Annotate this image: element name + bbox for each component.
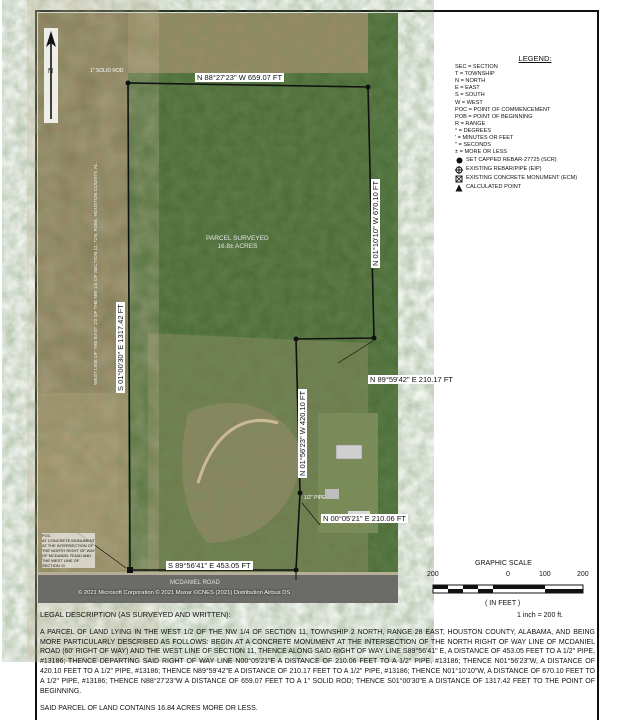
north-arrow-icon: [44, 28, 58, 123]
legal-description: [40, 610, 595, 714]
imagery-copyright: © 2021 Microsoft Corporation © 2021 Maxar ©CNES (2021) Distribution Airbus DS: [78, 590, 291, 596]
legend-item: N = NORTH: [455, 78, 486, 85]
legal-description-footer: SAID PARCEL OF LAND CONTAINS 16.84 ACRES MORE OR LESS.: [40, 705, 258, 713]
legend-item: POB = POINT OF BEGINNING: [455, 113, 533, 120]
legend: [455, 55, 595, 192]
square-cross-icon: [455, 175, 463, 183]
scale-unit: ( IN FEET ): [485, 600, 521, 607]
legend-symbol-row: [455, 183, 595, 192]
bearing-left-label: S 01°00'30" E 1317.42 FT: [116, 304, 125, 391]
road-label: MCDANIEL ROAD: [170, 580, 220, 586]
legend-item: ° = DEGREES: [455, 127, 491, 134]
scale-tick: 100: [539, 571, 551, 578]
legend-item: S = SOUTH: [455, 92, 485, 99]
legend-symbol-row: [455, 174, 595, 183]
legend-item: POC = POINT OF COMMENCEMENT: [455, 106, 551, 113]
legend-symbol-row: [455, 165, 595, 174]
legal-description-body: A PARCEL OF LAND LYING IN THE WEST 1/2 OF THE NW 1/4 OF SECTION 11, TOWNSHIP 2 NORTH, RANGE 28 EAST, HOUSTON COUNTY, ALABAMA, AND BEING MORE PARTICULARLY DESCRIBED AS FOLLOWS: BEGIN AT A CONCRETE MONUMENT AT THE INTERSECTION OF THE NORTH RIGHT OF WAY LINE OF MCDANIEL ROAD (60' RIGHT OF WAY) AND THE WEST LINE OF SECTION 11, THENCE ALONG SAID RIGHT OF WAY LINE S89°56'41" E, A DISTANCE OF 453.05 FEET TO A 1/2" PIPE, #13186; THENCE DEPARTING SAID RIGHT OF WAY LINE N00°05'21"E A DISTANCE OF 210.06 FEET TO A 1/2" PIPE, #13186; THENCE N01°56'23"W, A DISTANCE OF 420.10 FEET TO A 1/2" PIPE, #13186; THENCE N89°59'42"E A DISTANCE OF 210.17 FEET TO A 1/2" PIPE, #13186; THENCE N01°10'10"W, A DISTANCE OF 670.10 FEET TO A 1/2" PIPE, #13186; THENCE N88°27'23"W A DISTANCE OF 659.07 FEET TO A 1" SOLID ROD; THENCE S01°00'30"E A DISTANCE OF 1317.42 FEET TO THE POINT OF BEGINNING.: [40, 628, 595, 695]
scale-tick: 0: [506, 571, 510, 578]
bearing-lower-right-label: N 00°05'21" E 210.06 FT: [323, 514, 406, 523]
legend-item: " = SECONDS: [455, 142, 492, 149]
legend-item: SEC = SECTION: [455, 64, 498, 71]
pipe-label: 1/2" PIPE: [304, 495, 326, 501]
legend-symbol-label: EXISTING CONCRETE MONUMENT (ECM): [466, 175, 578, 182]
scale-bar: [425, 582, 595, 596]
legend-title: LEGEND:: [518, 54, 552, 63]
legend-item: W = WEST: [455, 99, 483, 106]
filled-circle-icon: [455, 157, 463, 164]
legend-item: ± = MORE OR LESS: [455, 149, 508, 156]
bearing-bottom-label: S 89°56'41" E 453.05 FT: [168, 561, 251, 570]
legend-symbol-label: CALCULATED POINT: [466, 184, 522, 191]
circle-cross-icon: [455, 166, 463, 174]
legend-item: E = EAST: [455, 85, 480, 92]
legend-item: R = RANGE: [455, 120, 486, 127]
legal-description-heading: LEGAL DESCRIPTION (AS SURVEYED AND WRITTEN):: [40, 610, 231, 619]
scale-title: GRAPHIC SCALE: [475, 560, 532, 567]
scale-ratio: 1 inch = 200 ft.: [517, 612, 564, 619]
poc-note: POC AT CONCRETE MONUMENT AT THE INTERSECTION OF THE NORTH RIGHT OF WAY OF MCDANIEL ROAD AND THE WEST LINE OF SECTION 11: [42, 533, 96, 568]
triangle-icon: [455, 184, 463, 192]
legend-symbol-row: [455, 156, 595, 165]
scale-tick: 200: [427, 571, 439, 578]
svg-text:N: N: [48, 68, 54, 75]
bearing-top-label: N 88°27'23" W 659.07 FT: [197, 73, 283, 82]
bearing-inner-horizontal-label: N 89°59'42" E 210.17 FT: [370, 375, 453, 384]
bearing-inner-vertical-label: N 01°56'23" W 420.10 FT: [298, 390, 307, 476]
corner-top-label: 1" SOLID ROD: [90, 68, 124, 74]
legend-item: ' = MINUTES OR FEET: [455, 135, 514, 142]
legend-symbol-label: EXISTING REBAR/PIPE (EIP): [466, 166, 542, 173]
parcel-label: PARCEL SURVEYED 16.8± ACRES: [206, 235, 269, 250]
legend-symbol-label: SET CAPPED REBAR-27725 (SCR): [466, 157, 557, 164]
legend-item: T = TOWNSHIP: [455, 71, 495, 78]
bearing-right-label: N 01°10'10" W 670.10 FT: [371, 180, 380, 266]
scale-tick: 200: [577, 571, 589, 578]
west-line-label: WEST LINE OF THE EAST 1/2 OF THE NW 1/4 OF SECTION 11, T2N, R28E, HOUSTON COUNTY, AL.: [94, 162, 99, 385]
